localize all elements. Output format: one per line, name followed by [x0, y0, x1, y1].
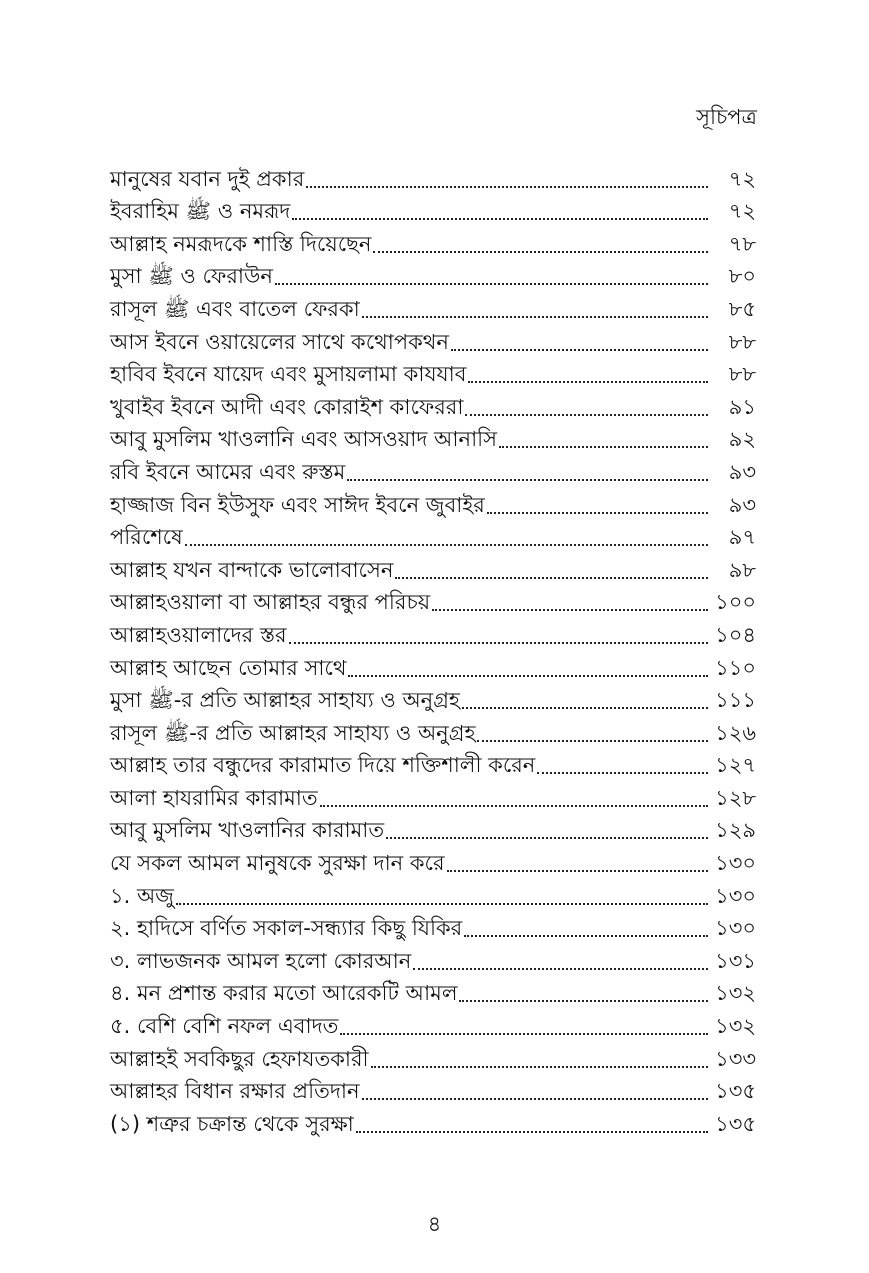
dotted-leader [320, 805, 708, 807]
toc-entry-page: ১২৮ [715, 785, 756, 810]
toc-entry-title: আবু মুসলিম খাওলানির কারামাত [110, 818, 385, 843]
toc-entry [110, 975, 756, 1008]
toc-entry-title: পরিশেষে [110, 525, 183, 550]
toc-entry-page: ৯১ [728, 394, 756, 419]
toc-entry-page: ১৩২ [715, 1014, 756, 1039]
toc-entry-title: আলা হাযরামির কারামাত [110, 785, 318, 810]
dotted-leader [362, 316, 708, 318]
toc-entry-title: আল্লাহই সবকিছুর হেফাযতকারী [110, 1046, 369, 1071]
toc-entry [110, 812, 756, 845]
dotted-leader [356, 1131, 708, 1133]
dotted-leader [487, 512, 708, 514]
toc-entry-title: রবি ইবনে আমের এবং রুস্তম [110, 459, 346, 484]
toc-entry-title: আল্লাহর বিধান রক্ষার প্রতিদান [110, 1079, 360, 1104]
dotted-leader [465, 414, 708, 416]
toc-entry [110, 682, 756, 715]
toc-entry-page: ৮০ [728, 264, 756, 289]
toc-entry-page: ১৩৩ [715, 1046, 756, 1071]
toc-entry-title: রাসূল ﷺ-র প্রতি আল্লাহর সাহায্য ও অনুগ্রহ [110, 720, 476, 745]
dotted-leader [462, 707, 708, 709]
toc-entry-page: ১৩২ [715, 981, 756, 1006]
page-number: ৪ [427, 1212, 442, 1236]
toc-entry-title: ইবরাহিম ﷺ ও নমরূদ [110, 199, 291, 224]
toc-entry [110, 160, 756, 193]
toc-entry-title: মানুষের যবান দুই প্রকার [110, 166, 305, 191]
dotted-leader [340, 1033, 708, 1035]
dotted-leader [432, 609, 708, 611]
toc-entry-page: ১১১ [715, 688, 756, 713]
toc-entry-title: মুসা ﷺ-র প্রতি আল্লাহর সাহায্য ও অনুগ্রহ [110, 688, 460, 713]
toc-entry-page: ৯৩ [728, 492, 756, 517]
toc-entry-page: ৭৮ [728, 231, 756, 256]
dotted-leader [292, 218, 708, 220]
toc-entry-page: ৮৫ [728, 296, 756, 321]
dotted-leader [413, 968, 708, 970]
toc-entry [110, 290, 756, 323]
toc-entry-title: হাজ্জাজ বিন ইউসুফ এবং সাঈদ ইবনে জুবাইর [110, 492, 485, 517]
dotted-leader [185, 544, 708, 546]
toc-entry [110, 910, 756, 943]
toc-entry-title: আল্লাহওয়ালা বা আল্লাহর বন্ধুর পরিচয় [110, 590, 431, 615]
dotted-leader [386, 837, 708, 839]
toc-entry-title: ৫. বেশি বেশি নফল এবাদত [110, 1014, 339, 1039]
toc-entry-title: যে সকল আমল মানুষকে সুরক্ষা দান করে [110, 851, 445, 876]
toc-entry [110, 1073, 756, 1106]
toc-entry-title: হাবিব ইবনে যায়েদ এবং মুসায়লামা কাযযাব [110, 362, 467, 387]
toc-entry-title: আল্লাহ তার বন্ধুদের কারামাত দিয়ে শক্তিশালী করেন [110, 753, 536, 778]
dotted-leader [348, 675, 708, 677]
toc-entry-page: ১৩০ [715, 883, 756, 908]
toc-entry-title: আস ইবনে ওয়ায়েলের সাথে কথোপকথন [110, 329, 449, 354]
dotted-leader [468, 381, 708, 383]
dotted-leader [447, 870, 708, 872]
toc-entry-page: ৯৭ [728, 525, 756, 550]
dotted-leader [537, 772, 708, 774]
toc-entry-title: ৩. লাভজনক আমল হলো কোরআন [110, 948, 412, 973]
dotted-leader [464, 935, 708, 937]
toc-entry-title: আবু মুসলিম খাওলানি এবং আসওয়াদ আনাসি [110, 427, 498, 452]
dotted-leader [176, 903, 708, 905]
dotted-leader [371, 1066, 708, 1068]
toc-entry [110, 421, 756, 454]
toc-entry-page: ৮৮ [728, 362, 756, 387]
toc-entry-page: ৯২ [728, 427, 756, 452]
toc-entry [110, 942, 756, 975]
toc-entry [110, 356, 756, 389]
toc-entry [110, 519, 756, 552]
toc-entry-page: ১৩৫ [715, 1111, 756, 1136]
toc-entry-page: ৯৮ [728, 557, 756, 582]
toc-entry [110, 747, 756, 780]
toc-entry [110, 584, 756, 617]
toc-entry-page: ১২৭ [715, 753, 756, 778]
toc-entry [110, 844, 756, 877]
toc-entry [110, 616, 756, 649]
dotted-leader [306, 186, 708, 188]
toc-entry-title: মুসা ﷺ ও ফেরাউন [110, 264, 273, 289]
toc-entry-title: খুবাইব ইবনে আদী এবং কোরাইশ কাফেররা [110, 394, 464, 419]
dotted-leader [347, 479, 708, 481]
toc-entry [110, 1007, 756, 1040]
toc-entry-title: আল্লাহওয়ালাদের স্তর [110, 622, 287, 647]
toc-entry-page: ১১০ [715, 655, 756, 680]
dotted-leader [451, 349, 708, 351]
toc-entry-title: আল্লাহ নমরূদকে শাস্তি দিয়েছেন [110, 231, 372, 256]
toc-entry [110, 258, 756, 291]
toc-entry-page: ১৩০ [715, 916, 756, 941]
dotted-leader [395, 577, 708, 579]
toc-entry-page: ১০০ [715, 590, 756, 615]
dotted-leader [275, 283, 708, 285]
toc-entry [110, 714, 756, 747]
toc-entry [110, 486, 756, 519]
dotted-leader [477, 740, 708, 742]
toc-entry-title: ৪. মন প্রশান্ত করার মতো আরেকটি আমল [110, 981, 458, 1006]
toc-entry [110, 193, 756, 226]
toc-entry [110, 323, 756, 356]
table-of-contents [110, 160, 756, 1138]
toc-entry-page: ১৩০ [715, 851, 756, 876]
toc-entry-page: ৮৮ [728, 329, 756, 354]
toc-entry [110, 877, 756, 910]
toc-entry [110, 225, 756, 258]
toc-entry-page: ১০৪ [715, 622, 756, 647]
toc-entry-page: ৯৩ [728, 459, 756, 484]
toc-entry-page: ১২৬ [715, 720, 756, 745]
toc-entry [110, 779, 756, 812]
toc-entry-page: ১৩৫ [715, 1079, 756, 1104]
toc-entry [110, 551, 756, 584]
toc-entry-page: ১২৯ [715, 818, 756, 843]
toc-entry-title: (১) শত্রুর চক্রান্ত থেকে সুরক্ষা [110, 1111, 354, 1136]
dotted-leader [373, 251, 708, 253]
toc-entry-title: আল্লাহ যখন বান্দাকে ভালোবাসেন [110, 557, 394, 582]
page-header-title: সূচিপত্র [696, 105, 757, 129]
toc-entry [110, 1040, 756, 1073]
toc-entry-page: ৭২ [728, 199, 756, 224]
toc-entry [110, 649, 756, 682]
toc-entry-title: আল্লাহ আছেন তোমার সাথে [110, 655, 347, 680]
dotted-leader [289, 642, 708, 644]
toc-entry [110, 388, 756, 421]
dotted-leader [459, 1000, 708, 1002]
toc-entry-title: রাসূল ﷺ এবং বাতেল ফেরকা [110, 296, 360, 321]
toc-entry-title: ২. হাদিসে বর্ণিত সকাল-সন্ধ্যার কিছু যিকির [110, 916, 463, 941]
toc-entry [110, 453, 756, 486]
toc-entry-page: ১৩১ [715, 948, 756, 973]
dotted-leader [362, 1098, 708, 1100]
toc-entry-page: ৭২ [728, 166, 756, 191]
dotted-leader [499, 446, 708, 448]
toc-entry [110, 1105, 756, 1138]
toc-entry-title: ১. অজু [110, 883, 174, 908]
